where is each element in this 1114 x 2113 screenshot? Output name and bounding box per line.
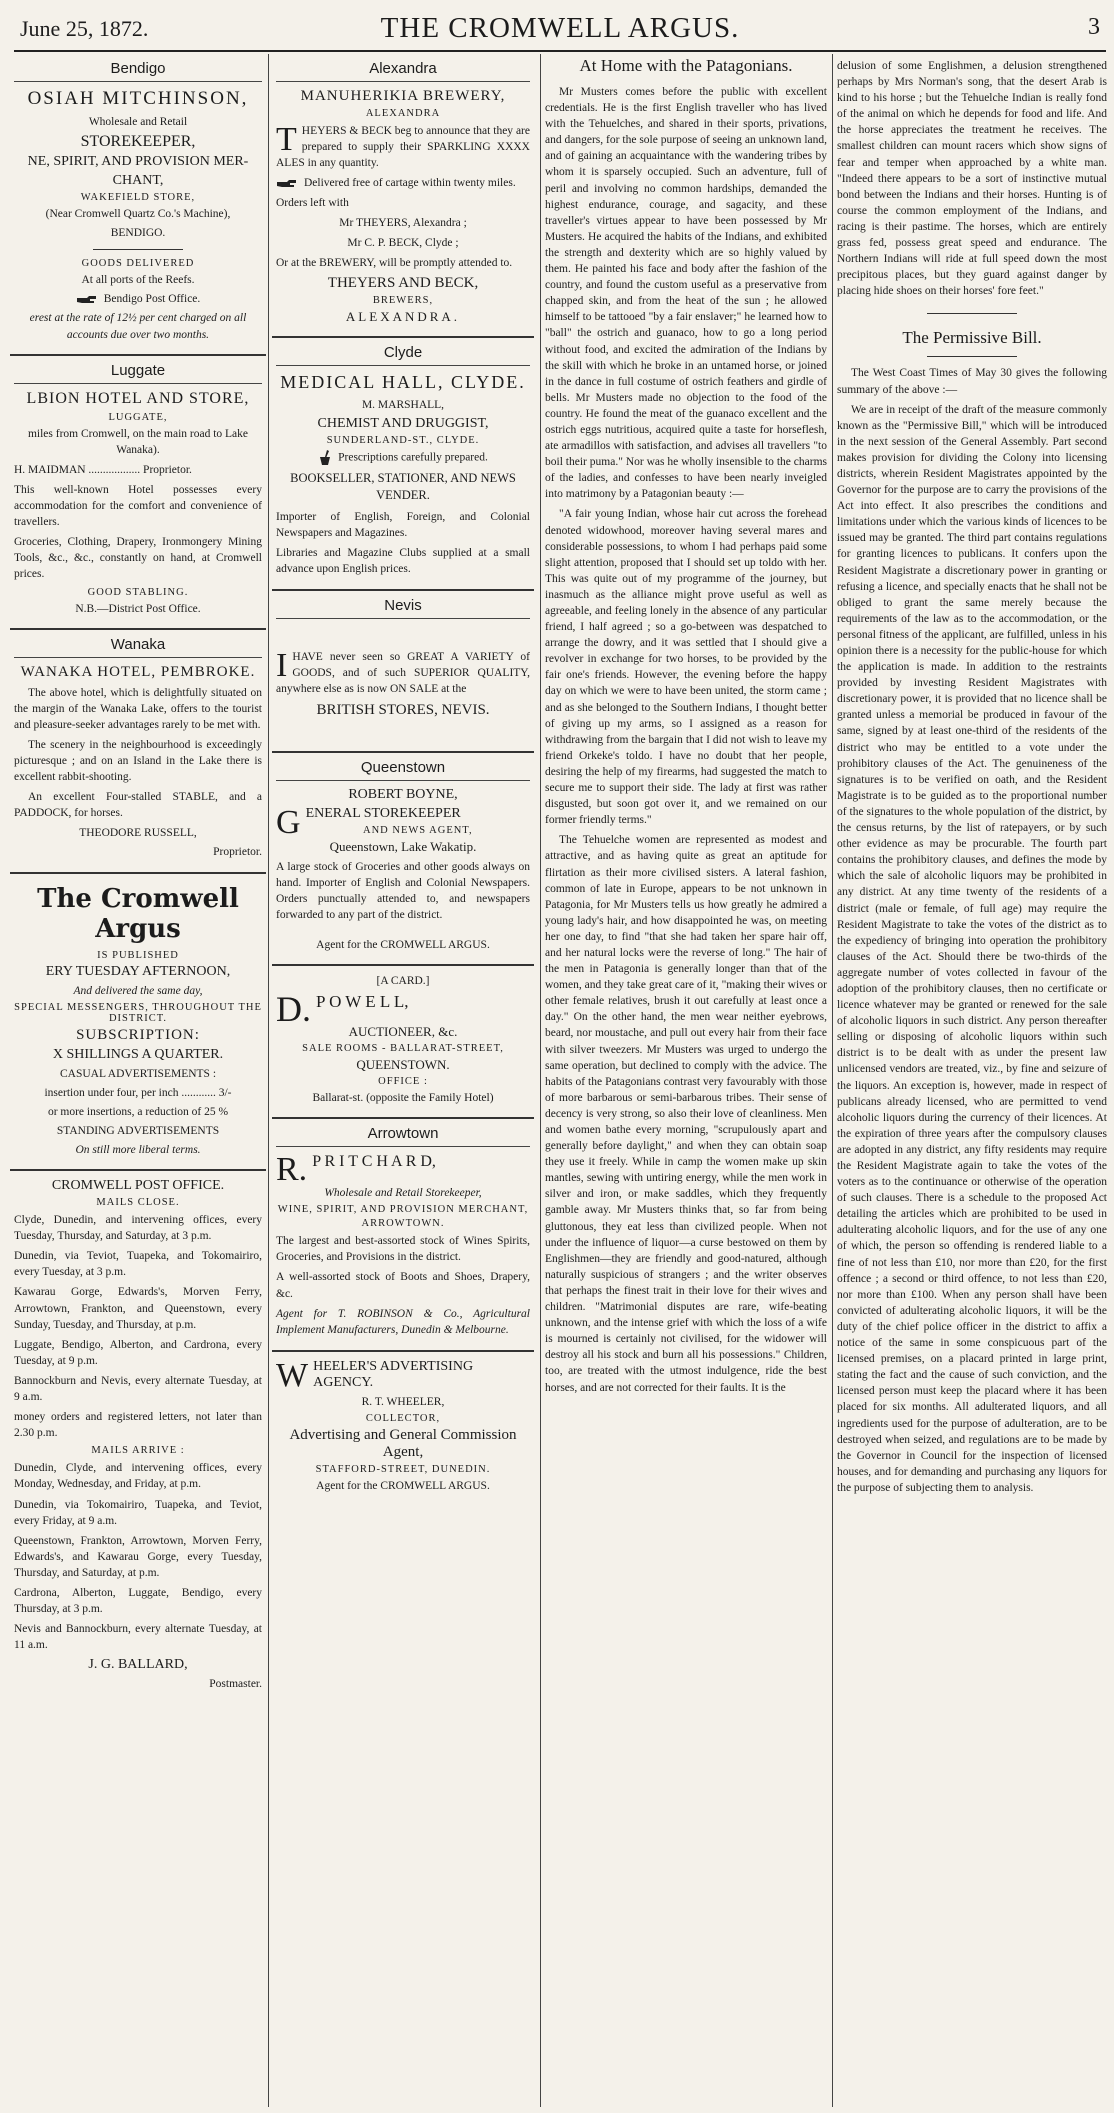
article-paragraph: Mr Musters comes before the public with excellent credentials. He is the first English traveller who has lived with the Tehuelches, and shared in their sports, privations, and dangers, for the sole purpose of seeing an unknown land, and of gaining an acquaintance with the wandering tribes by whom it is sparsely occupied. Such an adventure, full of peril and involving no common hardships, demanded the highest endurance, courage, and sagacity, and these traveller's virtues appear to have been possessed by Mr Musters. He acquired the habits of the Indians, and exhibited the strength and dexterity which are so highly valued by them. He painted his face and body after the fashion of the country, and found the custom useful as a preservative from chapped skin, and from the heat of the sun ; he allowed himself to be tattooed "by a fair enslaver;" he learned how to "ball" the ostrich and guanaco, how to go a long period without food, and excited the admiration of the Indians by the skill with which he broke in an untamed horse, or joined in the dance in full costume of ostrich feathers and girdle of bells. Mr Musters made no objection to the food of the country. He found the meat of the guanaco excellent and the ostrich eggs nutritious, acquired quite a taste for horseflesh, ate armadillos with satisfaction, and advises all travellers "to boil their puma." Nor was he wholly insensible to the charms of the ladies, and confesses to have been nearly inveigled into matrimony by a Patagonian beauty :— xyxy=(545,86,827,501)
argus-title: The Cromwell Argus xyxy=(37,883,239,944)
mails-arrive-list xyxy=(14,1460,262,1653)
column-rule xyxy=(540,54,541,2107)
section-heading: Luggate xyxy=(14,360,262,384)
ad-line: Or at the BREWERY, will be promptly attended to. xyxy=(276,256,513,269)
ad-line: An excellent Four-stalled STABLE, and a PADDOCK, for horses. xyxy=(14,791,262,820)
ad-bendigo xyxy=(10,54,266,356)
ad-line: The scenery in the neighbourhood is exceedingly picturesque ; and on an Island in the Lake there is excellent rabbit-shooting. xyxy=(14,738,262,784)
ad-line: Proprietor. xyxy=(213,846,262,859)
ad-powell xyxy=(272,966,534,1119)
ad-name: P R I T C H A R D, xyxy=(312,1153,436,1171)
section-heading: Nevis xyxy=(276,595,530,619)
ad-line: THEODORE RUSSELL, xyxy=(79,827,197,840)
ad-line: This well-known Hotel possesses every accommodation for the comfort and convenience of travellers. xyxy=(14,483,262,529)
post-office-notice xyxy=(10,1171,266,1703)
ad-line: A well-assorted stock of Boots and Shoes, Drapery, &c. xyxy=(276,1271,530,1300)
ad-name: MEDICAL HALL, CLYDE. xyxy=(280,371,526,392)
ad-line: ALEXANDRA xyxy=(365,108,441,119)
masthead xyxy=(14,0,1106,52)
ad-line: THEYERS AND BECK, xyxy=(327,274,479,291)
ad-line: GOODS DELIVERED xyxy=(81,258,195,270)
ad-line: CHANT, xyxy=(112,173,164,189)
section-heading: Alexandra xyxy=(276,58,530,82)
list-item: Cardrona, Alberton, Luggate, Bendigo, every Thursday, at 3 p.m. xyxy=(14,1586,262,1616)
ad-line: erest at the rate of 12½ per cent charged on all accounts due over two months. xyxy=(29,312,247,341)
ad-line: ENERAL STOREKEEPER xyxy=(305,805,461,821)
ad-line: On still more liberal terms. xyxy=(75,1144,201,1156)
ad-line-text: Prescriptions carefully prepared. xyxy=(338,451,488,464)
drop-cap: D. xyxy=(276,989,311,1030)
ad-nevis xyxy=(272,591,534,752)
signature: J. G. BALLARD, xyxy=(88,1657,188,1673)
ad-name: HEELER'S ADVERTISING AGENCY. xyxy=(313,1358,474,1390)
list-item: Nevis and Bannockburn, every alternate Tuesday, at 11 a.m. xyxy=(14,1623,262,1652)
ad-line: Agent for the CROMWELL ARGUS. xyxy=(316,1479,490,1492)
ad-name: MANUHERIKIA BREWERY, xyxy=(300,88,506,104)
ad-line: Libraries and Magazine Clubs supplied at a small advance upon English prices. xyxy=(276,547,530,576)
ad-line: Mr C. P. BECK, Clyde ; xyxy=(347,236,459,249)
ad-line xyxy=(14,291,262,307)
article-title: At Home with the Patagonians. xyxy=(579,56,793,75)
ad-wheeler xyxy=(272,1352,534,1505)
ad-line: N.B.—District Post Office. xyxy=(75,602,201,615)
ad-line: The largest and best-assorted stock of Wines Spirits, Groceries, and Provisions in the district. xyxy=(276,1235,530,1264)
ad-line: (Near Cromwell Quartz Co.'s Machine), xyxy=(45,208,231,221)
ad-line: The above hotel, which is delightfully situated on the margin of the Wanaka Lake, offers to the tourist and pleasure-seeker advantages rarely to be met with. xyxy=(14,686,262,731)
drop-cap: R. xyxy=(276,1151,308,1189)
list-item: Dunedin, via Teviot, Tuapeka, and Tokomairiro, every Tuesday, at 3 p.m. xyxy=(14,1250,262,1279)
ad-line: BOOKSELLER, STATIONER, AND NEWS VENDER. xyxy=(290,470,516,503)
section-heading: Queenstown xyxy=(276,757,530,781)
drop-cap: G xyxy=(276,803,301,841)
list-item: Bannockburn and Nevis, every alternate Tuesday, at 9 a.m. xyxy=(14,1374,262,1404)
ad-line: WAKEFIELD STORE, xyxy=(80,192,196,204)
ad-line: STOREKEEPER, xyxy=(80,133,196,151)
ad-line: R. T. WHEELER, xyxy=(361,1395,445,1408)
ad-line: Groceries, Clothing, Drapery, Ironmongery Mining Tools, &c., &c., constantly on hand, at Cromwell prices. xyxy=(14,536,262,581)
column-1 xyxy=(10,54,266,2107)
ad-line: H. MAIDMAN .................. Proprietor. xyxy=(14,463,192,476)
ad-line: X SHILLINGS A QUARTER. xyxy=(52,1046,224,1062)
ad-line: CASUAL ADVERTISEMENTS : xyxy=(59,1067,217,1080)
ad-line: A large stock of Groceries and other goods always on hand. Importer of English and Colonial Newspapers. Orders punctually attended to, and newspapers forwarded to any part of the district. xyxy=(276,860,530,921)
ad-queenstown xyxy=(272,753,534,966)
ad-line xyxy=(276,175,530,191)
issue-date: June 25, 1872. xyxy=(20,16,149,41)
ad-line: SPECIAL MESSENGERS, THROUGHOUT THE DISTRICT. xyxy=(14,1001,262,1024)
column-4 xyxy=(837,54,1107,2107)
divider xyxy=(93,249,183,250)
ad-luggate xyxy=(10,356,266,630)
list-item: Dunedin, Clyde, and intervening offices, every Monday, Wednesday, and Friday, at p.m. xyxy=(14,1462,262,1491)
ad-name: P O W E L L, xyxy=(316,992,409,1012)
ad-line: STAFFORD-STREET, DUNEDIN. xyxy=(315,1463,491,1475)
ad-card-label: [A CARD.] xyxy=(376,974,430,987)
pointing-hand-icon xyxy=(276,179,298,189)
list-item: Dunedin, via Tokomairiro, Tuapeka, and Teviot, every Friday, at 9 a.m. xyxy=(14,1498,262,1527)
ad-line: Agent for T. ROBINSON & Co., Agricultural Implement Manufacturers, Dunedin & Melbourne. xyxy=(276,1307,530,1336)
ad-line: QUEENSTOWN. xyxy=(356,1057,450,1073)
mortar-pestle-icon xyxy=(318,449,332,467)
ad-line: Ballarat-st. (opposite the Family Hotel) xyxy=(312,1092,494,1105)
ad-line: Agent for the CROMWELL ARGUS. xyxy=(316,938,490,951)
ad-line: Advertising and General Commission Agent, xyxy=(289,1426,517,1460)
ad-line: AUCTIONEER, &c. xyxy=(348,1024,458,1040)
ad-line: LUGGATE, xyxy=(108,411,168,423)
section-heading: Wanaka xyxy=(14,634,262,658)
list-item: money orders and registered letters, not later than 2.30 p.m. xyxy=(14,1411,262,1440)
ad-line: SUNDERLAND-ST., CLYDE. xyxy=(326,434,480,446)
ad-argus xyxy=(10,874,266,1172)
list-item: Luggate, Bendigo, Alberton, and Cardrona, every Tuesday, at 9 p.m. xyxy=(14,1338,262,1367)
ad-line: ROBERT BOYNE, xyxy=(348,786,458,802)
ad-line-text: Bendigo Post Office. xyxy=(103,293,201,306)
list-item: Kawarau Gorge, Edwards's, Morven Ferry, Arrowtown, Frankton, and Queenstown, every Sunday, Tuesday, and Thursday, at p.m. xyxy=(14,1286,262,1331)
article-paragraph: The West Coast Times of May 30 gives the following summary of the above :— xyxy=(837,367,1107,396)
ad-line: ARROWTOWN. xyxy=(361,1218,445,1230)
ad-line: ERY TUESDAY AFTERNOON, xyxy=(45,963,231,979)
ad-line: WINE, SPIRIT, AND PROVISION MERCHANT, xyxy=(277,1204,529,1216)
ad-line: COLLECTOR, xyxy=(365,1412,441,1424)
ad-line: ALEXANDRA. xyxy=(345,308,461,324)
ad-line xyxy=(276,449,530,467)
page-number: 3 xyxy=(1088,14,1100,40)
article-paragraph: We are in receipt of the draft of the measure commonly known as the "Permissive Bill," which will be introduced in the next session of the General Assembly. Part second makes provision for dividing the Colony into licensing districts, wherein Resident Magistrates appointed by the Governor for the purpose are to carry the provisions of the Act into effect. It also prescribes the conditions and limitations under which the various kinds of licences to be issued may be granted. The third part contains regulations for granting licences to publicans. It confers upon the Resident Magistrate a discretionary power in granting or refusing a licence, and specially enacts that he shall not be obliged to grant the same merely because the requirements of the law as to the accommodation, or the personal fitness of the applicant, are fulfilled, unless in his opinion there is a necessity for the public-house for which the application is made. In addition to the restraints provided by investing Resident Magistrates with discretionary power, it is provided that no licence shall be granted unless a memorial be produced in favour of the same, signed by at least one-third of the residents of the district who may be entitled to a vote under the prohibitory clauses of the Act. The genuineness of the signatures is to be verified on oath, and the Resident Magistrate is to be guided as to the proportional number of the signatures to the whole population of the district, by the census returns, by the list of ratepayers, or by such other evidence as may be procurable. The fourth part contains the prohibitory clauses, and defines the mode by which the sale of alcoholic liquors may be prohibited in any district. At any time twenty of the residents of a district (male or female, of full age) may require the Resident Magistrate to take the votes of the district as to the expediency of bringing into operation the prohibitory clauses of the Act. Should there be two-thirds of the aggregate number of votes collected in favour of the adoption of the prohibitory clauses, then no certificate or licence whatever may be granted or renewed for the sale of alcoholic liquors in such district. Any person thereafter selling or disposing of alcoholic liquors within such district is to be dealt with as under the present law unlicensed vendors are treated, viz., by fine and seizure of the liquors. An exception is, however, made in respect of publicans already licensed, who are permitted to vend alcoholic liquors during the currency of their licences. At the expiration of three years after the compulsory clauses are adopted in any district, any fifty residents may require the Resident Magistrate again to take the votes of the voters as to the continuance or otherwise of the operation of such clauses. There is a schedule to the proposed Act detailing the articles which are prohibited to be used in adulterating alcoholic liquors, and for the use of any one of which, the person so offending is rendered liable to a fine of not less than £10, nor more than £20, for the first offence ; a second or third offence, to not less than £20, nor more than £100. When any person shall have been convicted of adulterating alcoholic liquors, it will be the duty of the chief police officer in the district to affix a notice of the same in some conspicuous part of the licensed premises, on a placard printed in large print, stating the fact and the cause of such conviction, and the licensed person must keep the placard where it has been placed for six months. All adulterated liquors, and all ingredients used for the purpose of adulteration, are to be destroyed when seized, and regulations are to be made by the Governor in Council for the inspection of licensed houses, and for demanding and purchasing any liquors for the purpose of subjecting them to analysis. xyxy=(837,403,1107,1494)
column-2 xyxy=(272,54,534,2107)
ad-line: SALE ROOMS - BALLARAT-STREET, xyxy=(302,1043,504,1055)
ad-line: Wholesale and Retail Storekeeper, xyxy=(324,1187,482,1200)
drop-cap: I xyxy=(276,647,288,685)
column-rule xyxy=(832,54,833,2107)
divider xyxy=(927,356,1017,357)
ad-name: LBION HOTEL AND STORE, xyxy=(26,389,250,407)
ad-line: insertion under four, per inch ............ 3/- xyxy=(44,1086,232,1099)
ad-line: Importer of English, Foreign, and Colonial Newspapers and Magazines. xyxy=(276,510,530,539)
ad-line: BENDIGO. xyxy=(110,227,166,240)
ad-line: miles from Cromwell, on the main road to Lake Wanaka). xyxy=(27,427,249,456)
ad-arrowtown xyxy=(272,1119,534,1352)
divider xyxy=(927,313,1017,314)
ad-line: OFFICE : xyxy=(378,1076,428,1088)
ad-line: SUBSCRIPTION: xyxy=(76,1026,200,1043)
ad-name: OSIAH MITCHINSON, xyxy=(27,88,249,109)
ad-alexandra xyxy=(272,54,534,338)
ad-line: BREWERS, xyxy=(372,294,434,306)
column-3 xyxy=(545,54,827,2107)
ad-clyde xyxy=(272,338,534,591)
article-paragraph: delusion of some Englishmen, a delusion strengthened perhaps by Mrs Norman's song, that the desert Arab is kind to his horse ; but the Tehuelche Indian is really fond of the animal on which he depends for food and life. And the horse appreciates the treatment he receives. The smallest children can mount racers which show signs of fear and temper when approached by a white man. "Indeed there appears to be a sort of instinctive mutual bond between the Indians and their horses. Hunting is of course the common employment of the Indians, and racing is their pastime. The horses, which are entirely grass fed, possess great speed and endurance. The Northern Indians will ride at full speed down the most precipitous places, but they guard against danger by placing hide shoes on their horses' fore feet." xyxy=(837,60,1107,298)
article-paragraph: "A fair young Indian, whose hair cut across the forehead denoted widowhood, moreover having several mares and considerable possessions, to whom I had perhaps paid some slight attention, proposed that I should set up toldo with her. This was quite out of my programme of the journey, but inasmuch as the alliance might prove useful as well as agreeable, and feeling lonely in the absence of any particular friend, I half agreed ; so a go-between was despatched to arrange the dowry, and it was settled that I should give a revolver in exchange for two horses, to be provided by the fair one's friends. However, the evening before the happy day on which we were to have been united, the storm came ; and as she belonged to the Southern Indians, I thought better of giving up my arms, so I assigned as a reason for withdrawing from the bargain that I did not wish to leave my friend Orkeke's toldo. I have no doubt that her people, desiring the help of my firearms, had suggested the match to secure me to support their side. The lady at first was rather disgusted, but soon got over it, and we remained on our former friendly terms." xyxy=(545,508,827,827)
newspaper-title: THE CROMWELL ARGUS. xyxy=(380,12,740,44)
subheading: MAILS ARRIVE : xyxy=(91,1445,185,1457)
ad-line: HAVE never seen so GREAT A VARIETY of GOODS, and of such SUPERIOR QUALITY, anywhere else as is now ON SALE at the xyxy=(276,651,530,696)
subheading: MAILS CLOSE. xyxy=(96,1197,180,1209)
ad-line-text: Delivered free of cartage within twenty miles. xyxy=(304,177,516,190)
pointing-hand-icon xyxy=(76,295,98,305)
article-title: The Permissive Bill. xyxy=(902,328,1042,348)
drop-cap: W xyxy=(276,1356,309,1394)
section-heading: Arrowtown xyxy=(276,1123,530,1147)
section-heading: CROMWELL POST OFFICE. xyxy=(51,1178,225,1194)
list-item: Queenstown, Frankton, Arrowtown, Morven Ferry, Edwards's, and Kawarau Gorge, every Tuesday, Thursday, and Saturday, at p.m. xyxy=(14,1534,262,1579)
ad-line: Orders left with xyxy=(276,197,349,210)
ad-line: Mr THEYERS, Alexandra ; xyxy=(339,217,467,230)
ad-line: At all ports of the Reefs. xyxy=(81,274,195,287)
ad-line: or more insertions, a reduction of 25 % xyxy=(47,1105,229,1118)
ad-line: M. MARSHALL, xyxy=(361,398,445,411)
ad-line: IS PUBLISHED xyxy=(97,949,179,961)
ad-line: Queenstown, Lake Wakatip. xyxy=(329,838,477,854)
ad-line: CHEMIST AND DRUGGIST, xyxy=(317,415,489,431)
section-heading: Bendigo xyxy=(14,58,262,82)
ad-line: STANDING ADVERTISEMENTS xyxy=(56,1124,220,1137)
section-heading: Clyde xyxy=(276,342,530,366)
list-item: Clyde, Dunedin, and intervening offices, every Tuesday, Thursday, and Saturday, at 3 p.m. xyxy=(14,1214,262,1243)
ad-line: NE, SPIRIT, AND PROVISION MER- xyxy=(27,154,249,170)
ad-line: BRITISH STORES, NEVIS. xyxy=(316,701,490,718)
ad-line: HEYERS & BECK beg to announce that they are prepared to supply their SPARKLING XXXX ALES in any quantity. xyxy=(276,125,530,170)
signature-title: Postmaster. xyxy=(209,1678,262,1691)
ad-name: WANAKA HOTEL, PEMBROKE. xyxy=(20,663,256,680)
mails-close-list xyxy=(14,1212,262,1441)
ad-line: AND NEWS AGENT, xyxy=(362,824,473,836)
ad-line: Wholesale and Retail xyxy=(88,116,188,128)
ad-line: GOOD STABLING. xyxy=(87,586,189,598)
article-paragraph: The Tehuelche women are represented as modest and attractive, and as having quite as great an aptitude for flirtation as their more civilised sisters. A lateral fashion, common of late in Europe, appears to be not unknown in Patagonia, for Mr Musters tells us how greatly he admired a young lady's hair, and how disappointed he was, on meeting her one day, to find "that she had taken her spare hair off, and her natural locks were the reverse of long." The hair of the men in Patagonia is generally longer than that of the women, and they take great care of it, "making their wives or other female relatives, brush it out carefully at least once a day." On the other hand, the men wear neither eyebrows, beard, nor moustache, and pull out every hair from their face with silver tweezers. Mr Musters was urged to undergo the same operation, but declined to comply with the advice. The habits of the Patagonians contrast very favourably with those of more barbarous or semi-barbarous tribes. Their sense of decency is very strong, so also their love of cleanliness. Men and women bathe every morning, "scrupulously apart and generally before daylight," and when they can obtain soap they use it freely. While in camp the women make up skin mantles, sewing with untiring energy, while the men work in silver and iron, or make saddles, which they frequently gamble away. Mr Musters thinks that, so far from being gluttonous, they eat less than civilized people. When not under the influence of liquor—a curse bestowed on them by Englishmen—they are friendly and good-natured, although naturally suspicious of strangers ; and the writer observes that perhaps the finest trait in their love for their wives and children. "Matrimonial disputes are rare, wife-beating unknown, and the intense grief with which the loss of a wife is mourned is certainly not civilised, for the widower will destroy all his stock and burn all his possessions." Children, too, are treated with the utmost indulgence, ride the best horses, and are not corrected for their faults. It is the xyxy=(545,834,827,1394)
column-rule xyxy=(268,54,269,2107)
drop-cap: T xyxy=(276,121,297,158)
ad-line: And delivered the same day, xyxy=(73,984,203,997)
ad-wanaka xyxy=(10,630,266,874)
